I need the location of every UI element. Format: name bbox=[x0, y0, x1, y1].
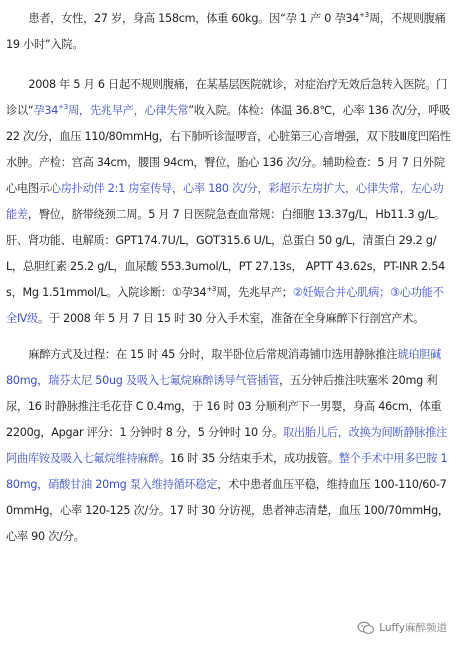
text-run: ，五分钟后推注呋塞米 20mg 利尿，16 时静脉推注毛花苷 C 0.4mg，于 16 时 03 分顺利产下一男婴，身高 46cm，体重 2200g，Apgar 评分：1 分钟时 8 分，5 分钟时 10 分。 bbox=[6, 374, 442, 439]
watermark-text: Luffy麻醉频道 bbox=[379, 622, 447, 634]
watermark bbox=[357, 620, 447, 635]
superscript-text: +3 bbox=[206, 285, 217, 293]
highlighted-text: 琥珀胆碱 80mg，瑞芬太尼 50ug 及吸入七氟烷麻醉诱导气管插管 bbox=[6, 348, 441, 387]
highlighted-text: 取出胎儿后，改换为间断静脉推注阿曲库铵及吸入七氟烷维持麻醉 bbox=[6, 426, 448, 465]
superscript-text: +3 bbox=[359, 11, 369, 19]
text-run: 麻醉方式及过程：在 15 时 45 分时，取半卧位后常规消毒铺巾选用静脉推注 bbox=[28, 348, 398, 361]
text-run: 患者，女性，27 岁，身高 158cm，体重 60kg。因“孕 1 产 0 孕34 bbox=[28, 12, 360, 25]
wechat-official-account-icon bbox=[357, 621, 375, 635]
highlighted-text: 整个手术中用多巴胺 180mg，硝酸甘油 20mg 泵入维持循环稳定 bbox=[6, 452, 448, 491]
text-run: ，臀位，脐带绕颈二周。5 月 7 日医院急查血常规：白细胞 13.37g/L，Hb11.3 g/L。肝、肾功能、电解质：GPT174.7U/L，GOT315.6 U/L，总蛋白 50 g/L，清蛋白 29.2 g/L，总胆红素 25.2 g/L，血尿酸 553.3umol/L，PT 27.13s， APTT 43.62s，PT-INR 2.54s，Mg 1.51mmol/L。入院诊断：①孕34 bbox=[6, 208, 445, 299]
text-run: ”收入院。体检：体温 36.8℃，心率 136 次/分，呼吸 22 次/分，血压 110/80mmHg，右下肺听诊湿啰音，心脏第三心音增强，双下肢Ⅲ度凹陷性水肿。产检：宫高 34cm，腰围 94cm，臀位，胎心 136 次/分。辅助检查：5 月 7 日外院心电图示 bbox=[6, 104, 451, 195]
highlighted-text: 心房扑动伴 2:1 房室传导，心率 180 次/分，彩超示左房扩大，心律失常，左心功能差 bbox=[6, 182, 444, 221]
highlighted-text: 周，先兆早产，心律失常 bbox=[67, 104, 189, 117]
paragraph-anesthesia-process bbox=[6, 342, 451, 550]
text-run: 2008 年 5 月 6 日起不规则腹痛，在某基层医院就诊，对症治疗无效后急转入医院。门诊以“ bbox=[6, 78, 448, 117]
text-run: 周，不规则腹痛 19 小时”入院。 bbox=[6, 12, 446, 51]
text-run: 。16 时 35 分结束手术，成功拔管。 bbox=[159, 452, 339, 465]
superscript-text: +3 bbox=[58, 103, 68, 111]
text-run: 。于 2008 年 5 月 7 日 15 时 30 分入手术室，准备在全身麻醉下行剖宫产术。 bbox=[37, 312, 425, 325]
highlighted-text: 孕34 bbox=[33, 104, 59, 117]
paragraph-chief-complaint bbox=[6, 6, 451, 58]
highlighted-text: ②妊娠合并心肌病；③心功能不全Ⅳ级 bbox=[6, 286, 444, 325]
text-run: ，术中患者血压平稳，维持血压 100-110/60-70mmHg，心率 120-125 次/分。17 时 30 分访视，患者神志清楚，血压 100/70mmHg，心率 90 次/分。 bbox=[6, 478, 449, 543]
paragraph-history-and-exam bbox=[6, 72, 451, 332]
text-run: 周，先兆早产； bbox=[216, 286, 293, 299]
